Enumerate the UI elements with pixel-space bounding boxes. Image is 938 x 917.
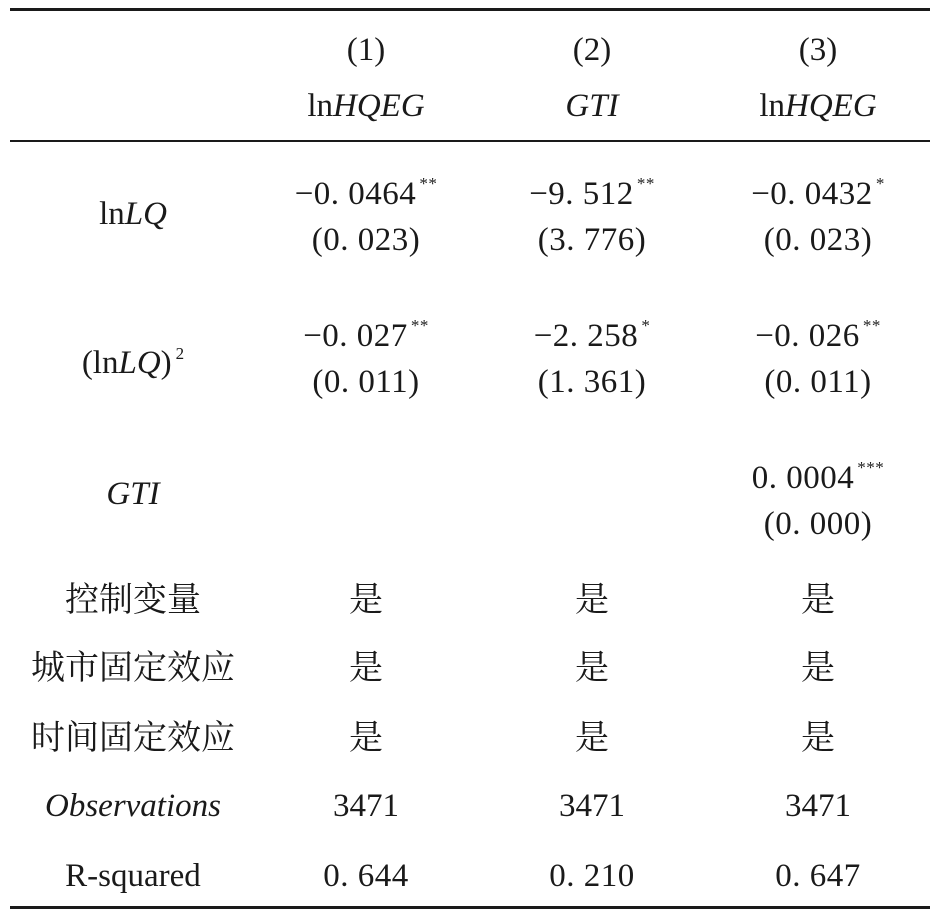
coef-lnlq-sq-2: −2. 258 * [533, 316, 651, 354]
obs-2: 3471 [559, 788, 625, 824]
row-label-time-fe: 时间固定效应 [31, 718, 235, 758]
col-number-2: (2) [572, 32, 612, 68]
dep-var-3: lnHQEG [759, 88, 877, 124]
header-rule [10, 140, 930, 142]
obs-3: 3471 [785, 788, 851, 824]
controls-1: 是 [349, 580, 383, 620]
se-lnlq-sq-2: (1. 361) [537, 364, 647, 400]
time-fe-3: 是 [801, 718, 835, 758]
controls-3: 是 [801, 580, 835, 620]
row-label-r-squared: R-squared [65, 858, 201, 894]
dep-var-1: lnHQEG [307, 88, 425, 124]
top-rule [10, 8, 930, 11]
se-lnlq-1: (0. 023) [311, 222, 421, 258]
row-label-lnlq-squared: (lnLQ) $^2$ [81, 344, 185, 381]
row-label-observations: Observations [45, 788, 221, 824]
r2-1: 0. 644 [323, 858, 409, 894]
time-fe-1: 是 [349, 718, 383, 758]
col-number-3: (3) [798, 32, 838, 68]
r2-2: 0. 210 [549, 858, 635, 894]
se-lnlq-sq-1: (0. 011) [312, 364, 420, 400]
se-lnlq-2: (3. 776) [537, 222, 647, 258]
city-fe-2: 是 [575, 648, 609, 688]
bottom-rule [10, 906, 930, 909]
obs-1: 3471 [333, 788, 399, 824]
coef-lnlq-sq-1: −0. 027 ** [303, 316, 429, 354]
city-fe-1: 是 [349, 648, 383, 688]
coef-lnlq-3: −0. 0432 * [751, 174, 885, 212]
coef-gti-3: 0. 0004 *** [751, 458, 885, 496]
city-fe-3: 是 [801, 648, 835, 688]
coef-lnlq-2: −9. 512 ** [529, 174, 655, 212]
time-fe-2: 是 [575, 718, 609, 758]
coef-lnlq-1: −0. 0464 ** [294, 174, 438, 212]
se-lnlq-sq-3: (0. 011) [764, 364, 872, 400]
se-gti-3: (0. 000) [763, 506, 873, 542]
row-label-lnlq: lnLQ [99, 196, 167, 232]
col-number-1: (1) [346, 32, 386, 68]
row-label-controls: 控制变量 [65, 580, 201, 620]
controls-2: 是 [575, 580, 609, 620]
se-lnlq-3: (0. 023) [763, 222, 873, 258]
dep-var-2: GTI [565, 88, 619, 124]
row-label-gti: GTI [106, 476, 160, 512]
row-label-city-fe: 城市固定效应 [31, 648, 235, 688]
r2-3: 0. 647 [775, 858, 861, 894]
coef-lnlq-sq-3: −0. 026 ** [755, 316, 881, 354]
